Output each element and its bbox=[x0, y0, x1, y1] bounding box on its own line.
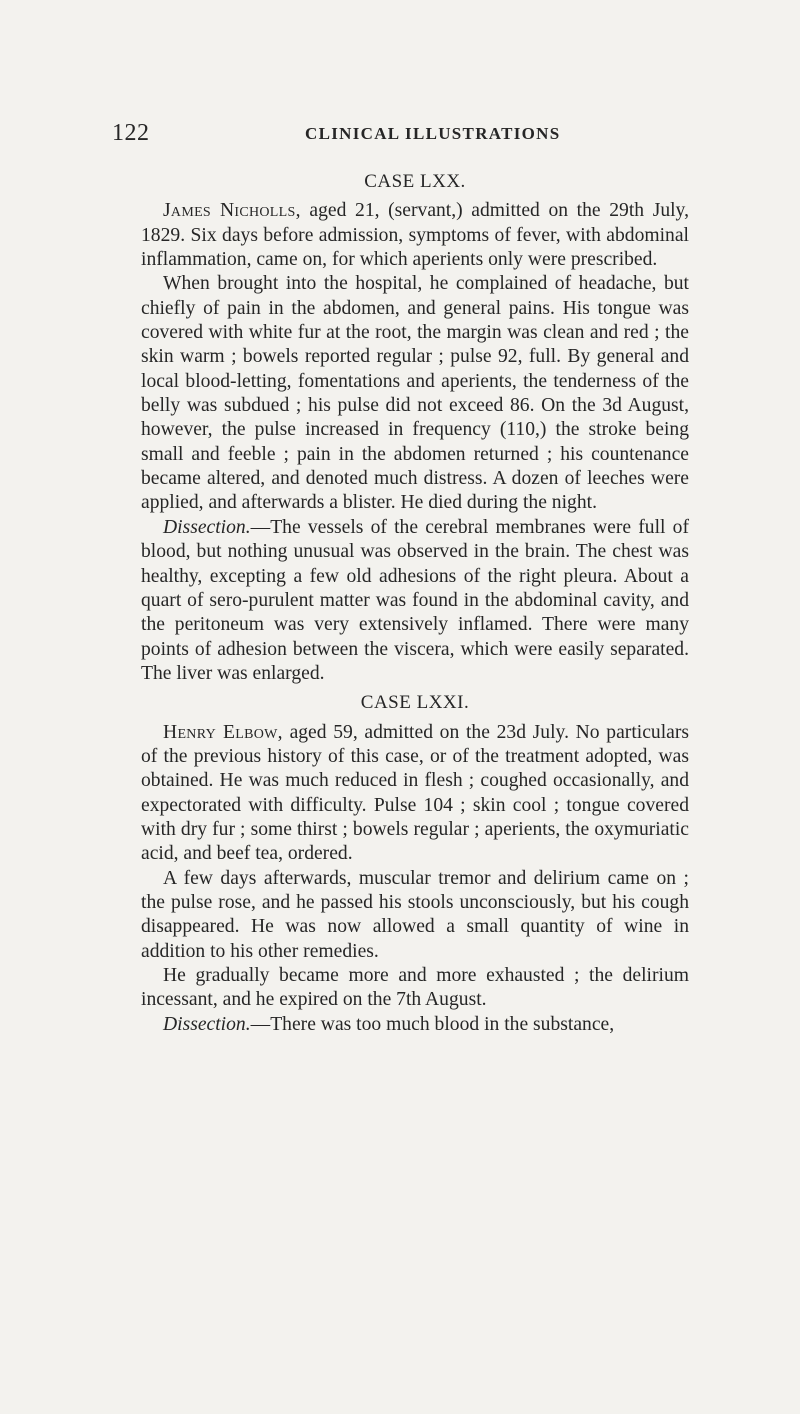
dissection-label: Dissection. bbox=[163, 1013, 251, 1035]
case-71-paragraph-1-text: aged 59, admitted on the 23d July. No particulars of the previous history of this case, or of the treatment adopted, was obtained. He was much reduced in flesh ; coughed occasionally, and expectorated with difficulty. Pulse 104 ; skin cool ; tongue covered with dry fur ; some thirst ; bowels regular ; aperients, the oxymuriatic acid, and beef tea, ordered. bbox=[141, 721, 689, 865]
body-text bbox=[141, 170, 689, 1037]
running-title: CLINICAL ILLUSTRATIONS bbox=[305, 124, 561, 143]
case-71-dissection-text: —There was too much blood in the substance, bbox=[250, 1013, 615, 1035]
running-head bbox=[112, 120, 692, 150]
case-70-paragraph-1-text: aged 21, (servant,) admitted on the 29th July, 1829. Six days before admission, symptoms of fever, with abdominal inflammation, came on, for which aperients only were prescribed. bbox=[141, 200, 689, 271]
page-number: 122 bbox=[112, 120, 150, 146]
case-70-dissection-text: —The vessels of the cerebral membranes were full of blood, but nothing unusual was observed in the brain. The chest was healthy, excepting a few old adhesions of the right pleura. About a quart of sero-purulent matter was found in the abdominal cavity, and the peritoneum was very extensively inflamed. There were many points of adhesion between the viscera, which were easily separated. The liver was enlarged. bbox=[141, 516, 689, 684]
patient-name: James Nicholls, bbox=[163, 200, 301, 222]
case-71-paragraph-3: He gradually became more and more exhausted ; the delirium incessant, and he expired on the 7th August. bbox=[141, 965, 689, 1011]
case-71-paragraph-2: A few days afterwards, muscular tremor and delirium came on ; the pulse rose, and he passed his stools unconsciously, but his cough disappeared. He was now allowed a small quantity of wine in addition to his other remedies. bbox=[141, 867, 689, 962]
case-71-title: CASE LXXI. bbox=[360, 692, 470, 714]
patient-name: Henry Elbow, bbox=[163, 721, 283, 743]
case-70-title: CASE LXX. bbox=[364, 171, 466, 192]
case-70-paragraph-2: When brought into the hospital, he complained of headache, but chiefly of pain in the abdomen, and general pains. His tongue was covered with white fur at the root, the margin was clean and red ; the skin warm ; bowels reported regular ; pulse 92, full. By general and local blood-letting, fomentations and aperients, the tenderness of the belly was subdued ; his pulse did not exceed 86. On the 3d August, however, the pulse increased in frequency (110,) the stroke being small and feeble ; pain in the abdomen returned ; his countenance became altered, and denoted much distress. A dozen of leeches were applied, and afterwards a blister. He died during the night. bbox=[141, 273, 689, 514]
case-71-paragraph-1 bbox=[141, 721, 689, 867]
case-70-paragraph-1 bbox=[141, 199, 689, 272]
dissection-label: Dissection. bbox=[163, 516, 251, 538]
case-70-dissection bbox=[141, 516, 689, 686]
case-71-dissection bbox=[141, 1013, 689, 1037]
